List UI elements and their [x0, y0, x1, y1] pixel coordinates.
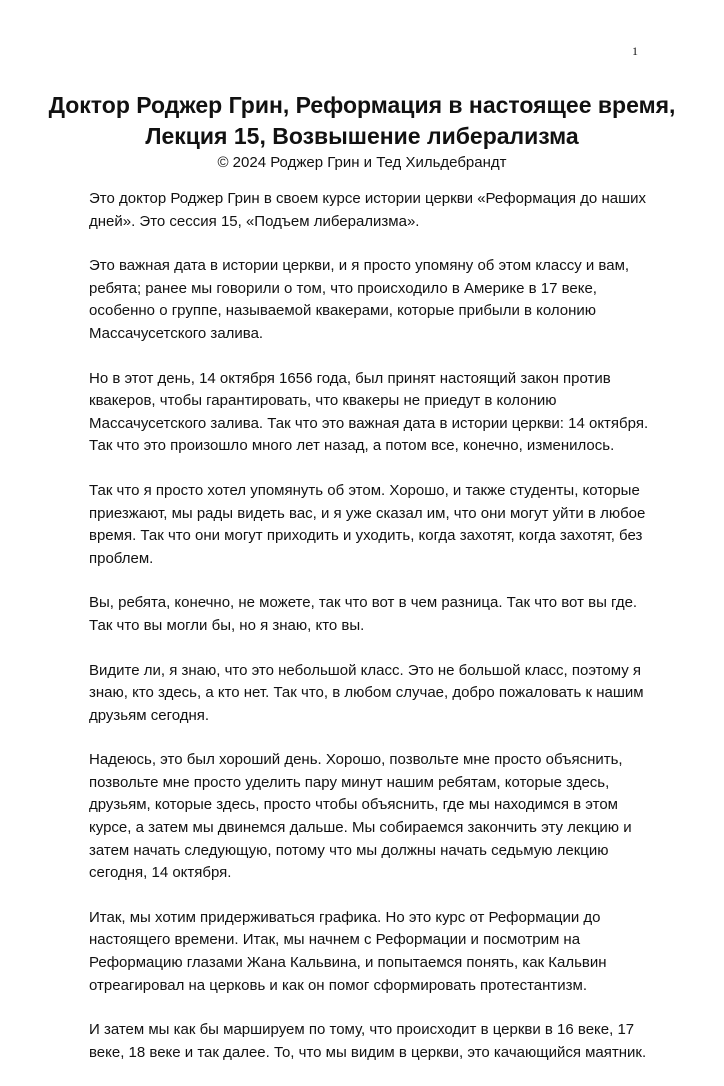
paragraph: Но в этот день, 14 октября 1656 года, был принят настоящий закон против квакеров, чтобы гарантировать, что квакеры не приедут в колонию Массачусетского залива. Так что это важная дата в истории церкви: 14 октября. Так что это произошло много лет назад, а потом все, конечно, изменилось. — [89, 369, 649, 455]
paragraph: Так что я просто хотел упомянуть об этом. Хорошо, и также студенты, которые приезжают, мы рады видеть вас, и я уже сказал им, что они могут уйти в любое время. Так что они могут приходить и уходить, когда захотят, когда захотят, без проблем. — [89, 481, 646, 567]
copyright-line: © 2024 Роджер Грин и Тед Хильдебрандт — [217, 154, 507, 171]
paragraph: Это доктор Роджер Грин в своем курсе истории церкви «Реформация до наших дней». Это сессия 15, «Подъем либерализма». — [89, 190, 646, 230]
paragraph: Это важная дата в истории церкви, и я просто упомяну об этом классу и вам, ребята; ранее мы говорили о том, что происходило в Америке в 17 веке, особенно о группе, называемой квакерами, которые прибыли в колонию Массачусетского залива. — [89, 257, 630, 342]
paragraph: И затем мы как бы маршируем по тому, что происходит в церкви в 16 веке, 17 веке, 18 веке и так далее. То, что мы видим в церкви, это качающийся маятник. — [89, 1021, 647, 1061]
title-block — [40, 90, 684, 173]
body-text — [89, 188, 649, 1086]
paragraph: Надеюсь, это был хороший день. Хорошо, позвольте мне просто объяснить, позвольте мне просто уделить пару минут нашим ребятам, которые здесь, друзьям, которые здесь, просто чтобы объяснить, где мы находимся в этом курсе, а затем мы двинемся дальше. Мы собираемся закончить эту лекцию и затем начать следующую, потому что мы должны начать седьмую лекцию сегодня, 14 октября. — [89, 751, 632, 882]
paragraph: Итак, мы хотим придерживаться графика. Но это курс от Реформации до настоящего времени. Итак, мы начнем с Реформации и посмотрим на Реформацию глазами Жана Кальвина, и попытаемся понять, как Кальвин отреагировал на церковь и как он помог сформировать протестантизм. — [89, 908, 607, 994]
page-number: 1 — [632, 44, 638, 58]
paragraph: Видите ли, я знаю, что это небольшой класс. Это не большой класс, поэтому я знаю, кто здесь, а кто нет. Так что, в любом случае, добро пожаловать к нашим друзьям сегодня. — [89, 661, 644, 724]
paragraph: Вы, ребята, конечно, не можете, так что вот в чем разница. Так что вот вы где. Так что вы могли бы, но я знаю, кто вы. — [89, 594, 638, 634]
document-title: Доктор Роджер Грин, Реформация в настоящее время, Лекция 15, Возвышение либерализма — [48, 92, 676, 149]
